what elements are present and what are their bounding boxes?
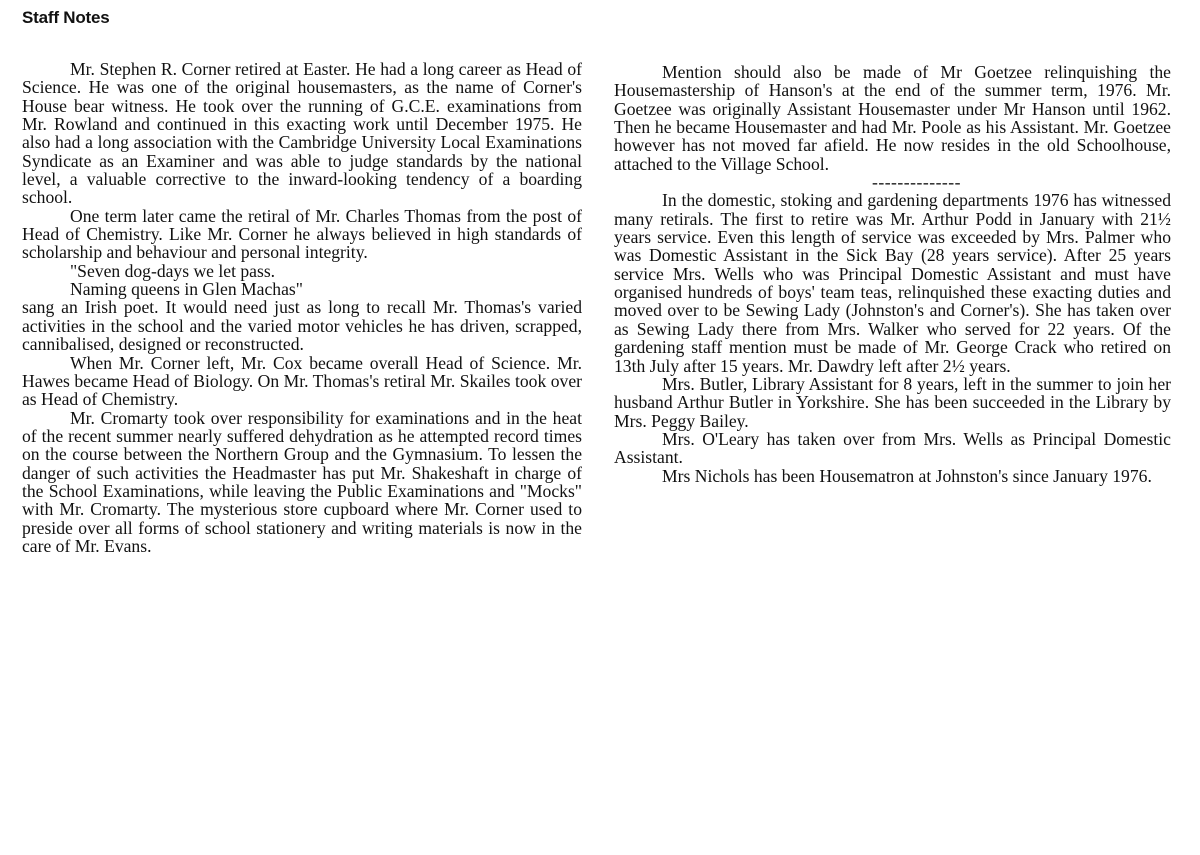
- section-heading: Staff Notes: [22, 8, 110, 27]
- paragraph-goetzee: Mention should also be made of Mr Goetzee relinquishing the Housemastership of Hanson's at the end of the summer term, 1976. Mr. Goetzee was originally Assistant Housemaster under Mr Hanson until 1962. Then he became Housemaster and had Mr. Poole as his Assistant. Mr. Goetzee however has not moved far afield. He now resides in the old Schoolhouse, attached to the Village School.: [614, 62, 1171, 174]
- paragraph-nichols: Mrs Nichols has been Housematron at Johnston's since January 1976.: [662, 465, 1152, 486]
- paragraph-butler: Mrs. Butler, Library Assistant for 8 years, left in the summer to join her husband Arthur Butler in Yorkshire. She has been succeeded in the Library by Mrs. Peggy Bailey.: [614, 373, 1171, 431]
- right-column: [614, 63, 1171, 485]
- section-divider: --------------: [871, 172, 962, 193]
- left-column: [22, 60, 582, 555]
- paragraph-oleary: Mrs. O'Leary has taken over from Mrs. Wells as Principal Domestic Assistant.: [614, 428, 1171, 468]
- paragraph-examinations: Mr. Cromarty took over responsibility for examinations and in the heat of the recent summer nearly suffered dehydration as he attempted record times on the course between the Northern Group and the Gymnasium. To lessen the danger of such activities the Headmaster has put Mr. Shakeshaft in charge of the School Examinations, while leaving the Public Examinations and "Mocks" with Mr. Cromarty. The mysterious store cupboard where Mr. Corner used to preside over all forms of school stationery and writing materials is now in the care of Mr. Evans.: [22, 407, 582, 556]
- paragraph-science-heads: When Mr. Corner left, Mr. Cox became overall Head of Science. Mr. Hawes became Head of Biology. On Mr. Thomas's retiral Mr. Skailes took over as Head of Chemistry.: [22, 352, 582, 410]
- paragraph-domestic-retirals: In the domestic, stoking and gardening departments 1976 has witnessed many retirals. The first to retire was Mr. Arthur Podd in January with 21½ years service. Even this length of service was exceeded by Mrs. Palmer who was Domestic Assistant in the Sick Bay (28 years service). After 25 years service Mrs. Wells who was Principal Domestic Assistant and must have organised hundreds of boys' team teas, relinquished these exacting duties and moved over to be Sewing Lady (Johnston's and Corner's). She has taken over as Sewing Lady there from Mrs. Walker who served for 22 years. Of the gardening staff mention must be made of Mr. George Crack who retired on 13th July after 15 years. Mr. Dawdry left after 2½ years.: [614, 190, 1171, 376]
- verse-line-1: "Seven dog-days we let pass.: [70, 260, 276, 281]
- paragraph-thomas-retiral: One term later came the retiral of Mr. Charles Thomas from the post of Head of Chemistry. Like Mr. Corner he always believed in high standards of scholarship and behaviour and personal integrity.: [22, 205, 582, 263]
- paragraph-irish-poet: sang an Irish poet. It would need just as long to recall Mr. Thomas's varied activities in the school and the varied motor vehicles he has driven, scrapped, cannibalised, designed or reconstructed.: [22, 297, 582, 355]
- paragraph-corner-retirement: Mr. Stephen R. Corner retired at Easter. He had a long career as Head of Science. He was one of the original housemasters, as the name of Corner's House bear witness. He took over the running of G.C.E. examinations from Mr. Rowland and continued in this exacting work until December 1975. He also had a long association with the Cambridge University Local Examinations Syndicate as an Examiner and was able to judge standards by the national level, a valuable corrective to the inward-looking tendency of a boarding school.: [22, 59, 582, 208]
- verse-line-2: Naming queens in Glen Machas": [70, 279, 303, 300]
